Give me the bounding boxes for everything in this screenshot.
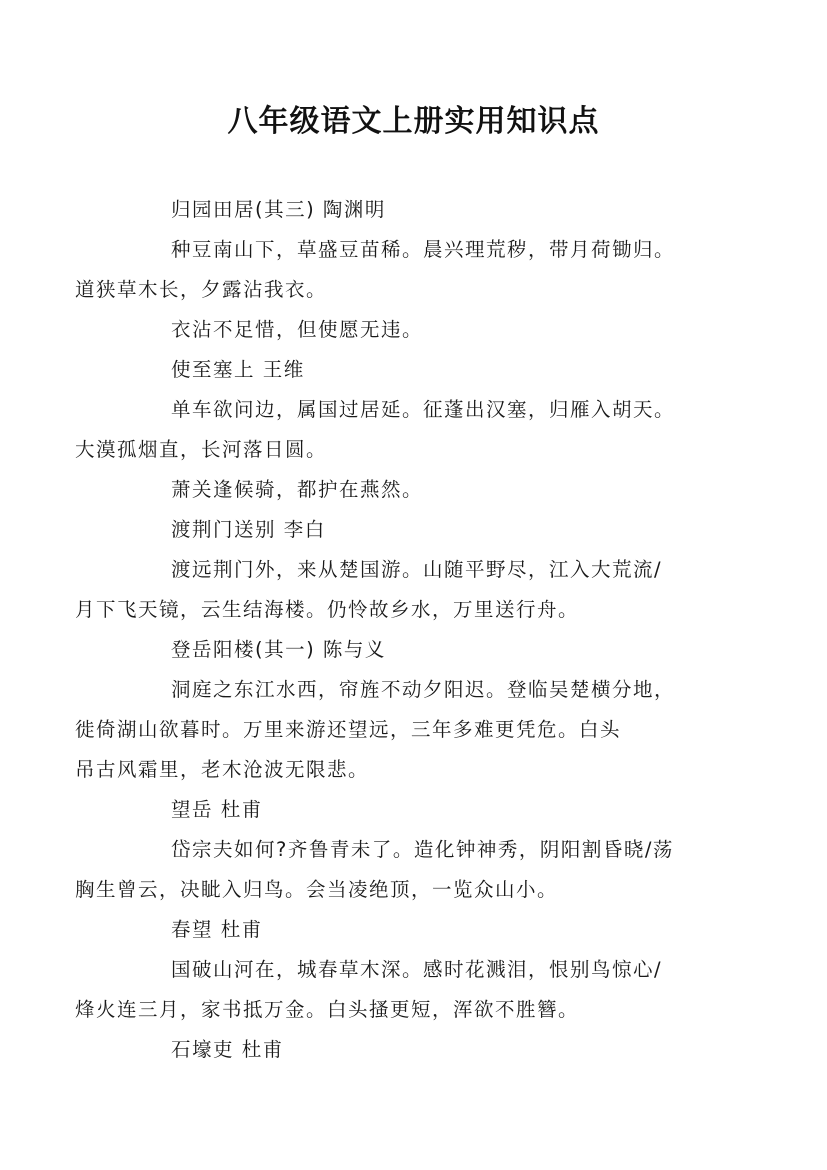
text-line: 种豆南山下，草盛豆苗稀。晨兴理荒秽，带月荷锄归。 bbox=[171, 238, 676, 261]
poem-heading bbox=[123, 630, 723, 670]
poem-paragraph bbox=[75, 550, 723, 630]
text-line: 道狭草木长，夕露沾我衣。 bbox=[75, 278, 328, 301]
poem-paragraph bbox=[75, 950, 723, 1030]
poem-heading bbox=[123, 1030, 723, 1070]
poem-paragraph bbox=[75, 390, 723, 470]
poem-paragraph bbox=[75, 230, 723, 310]
poem-heading bbox=[123, 910, 723, 950]
text-line: 渡远荆门外，来从楚国游。山随平野尽，江入大荒流/ bbox=[171, 558, 663, 581]
poem-paragraph bbox=[123, 470, 723, 510]
text-line: 岱宗夫如何?齐鲁青未了。造化钟神秀，阴阳割昏晓/荡 bbox=[171, 838, 674, 861]
poem-heading bbox=[123, 350, 723, 390]
text-line: 吊古风霜里，老木沧波无限悲。 bbox=[75, 758, 370, 781]
text-line: 春望 杜甫 bbox=[171, 918, 263, 941]
text-line: 渡荆门送别 李白 bbox=[171, 518, 326, 541]
text-line: 洞庭之东江水西，帘旌不动夕阳迟。登临吴楚横分地， bbox=[171, 678, 676, 701]
poem-heading bbox=[123, 790, 723, 830]
text-line: 单车欲问边，属国过居延。征蓬出汉塞，归雁入胡天。 bbox=[171, 398, 676, 421]
document-title: 八年级语文上册实用知识点 bbox=[227, 104, 600, 139]
text-line: 萧关逢候骑，都护在燕然。 bbox=[171, 478, 424, 501]
text-line: 石壕吏 杜甫 bbox=[171, 1038, 284, 1061]
poem-paragraph bbox=[75, 830, 723, 910]
poem-paragraph bbox=[123, 310, 723, 350]
text-line: 大漠孤烟直，长河落日圆。 bbox=[75, 438, 328, 461]
document-body bbox=[75, 190, 723, 1070]
text-line: 望岳 杜甫 bbox=[171, 798, 263, 821]
text-line: 登岳阳楼(其一) 陈与义 bbox=[171, 638, 386, 661]
poem-paragraph bbox=[75, 670, 723, 790]
poem-heading bbox=[123, 510, 723, 550]
text-line: 烽火连三月，家书抵万金。白头搔更短，浑欲不胜簪。 bbox=[75, 998, 580, 1021]
text-line: 使至塞上 王维 bbox=[171, 358, 305, 381]
text-line: 国破山河在，城春草木深。感时花溅泪，恨别鸟惊心/ bbox=[171, 958, 663, 981]
text-line: 月下飞天镜，云生结海楼。仍怜故乡水，万里送行舟。 bbox=[75, 598, 580, 621]
text-line: 胸生曾云，决眦入归鸟。会当凌绝顶，一览众山小。 bbox=[75, 878, 559, 901]
text-line: 归园田居(其三) 陶渊明 bbox=[171, 198, 386, 221]
poem-heading bbox=[123, 190, 723, 230]
text-line: 衣沾不足惜，但使愿无违。 bbox=[171, 318, 424, 341]
text-line: 徙倚湖山欲暮时。万里来游还望远，三年多难更凭危。白头 bbox=[75, 718, 622, 741]
